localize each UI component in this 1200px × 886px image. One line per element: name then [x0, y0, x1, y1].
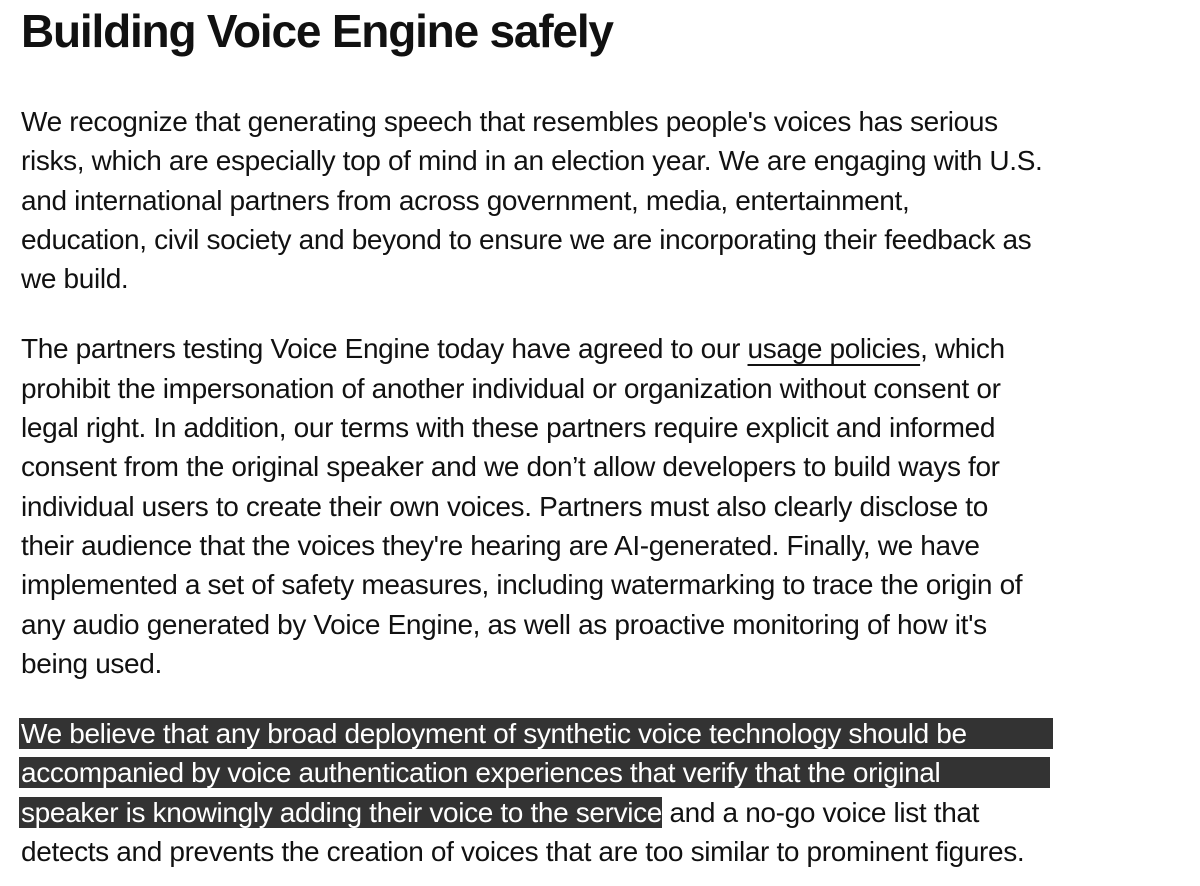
text-line: detects and prevents the creation of voices that are too similar to prominent figures.: [21, 836, 1025, 868]
text-line: being used.: [21, 647, 162, 679]
text-line: [21, 714, 1186, 753]
text-line: we build.: [21, 263, 129, 295]
paragraph-election-risks: [21, 102, 1186, 298]
text-line: prohibit the impersonation of another individual or organization without consent or: [21, 372, 1001, 404]
text-line: [21, 753, 1186, 792]
text-line: and international partners from across government, media, entertainment,: [21, 184, 910, 216]
paragraph-voice-authentication: [21, 714, 1186, 871]
selected-text-highlight[interactable]: accompanied by voice authentication experiences that verify that the original: [19, 757, 1050, 788]
selected-text-highlight[interactable]: speaker is knowingly adding their voice to the service: [21, 796, 663, 828]
text-line: their audience that the voices they're hearing are AI-generated. Finally, we have: [21, 529, 980, 561]
text-line: [21, 793, 1186, 832]
text-line: education, civil society and beyond to ensure we are incorporating their feedback as: [21, 223, 1032, 255]
text-line: legal right. In addition, our terms with these partners require explicit and informed: [21, 412, 996, 444]
text-line: risks, which are especially top of mind in an election year. We are engaging with U.S.: [21, 145, 1043, 177]
text-line: any audio generated by Voice Engine, as well as proactive monitoring of how it's: [21, 608, 987, 640]
paragraph-usage-policies: [21, 329, 1186, 683]
text-line: [21, 329, 1186, 368]
text-fragment: , which: [920, 333, 1005, 365]
text-line: individual users to create their own voices. Partners must also clearly disclose to: [21, 490, 988, 522]
text-line: implemented a set of safety measures, including watermarking to trace the origin of: [21, 569, 1023, 601]
text-line: We recognize that generating speech that resembles people's voices has serious: [21, 106, 998, 137]
section-heading: Building Voice Engine safely: [21, 5, 613, 57]
text-fragment: and a no-go voice list that: [662, 796, 980, 828]
selected-text-highlight[interactable]: We believe that any broad deployment of synthetic voice technology should be: [19, 718, 1053, 749]
usage-policies-link[interactable]: usage policies: [747, 333, 921, 365]
text-line: consent from the original speaker and we don’t allow developers to build ways for: [21, 451, 1000, 483]
article-section: [21, 0, 1186, 871]
text-fragment: The partners testing Voice Engine today have agreed to our: [21, 333, 748, 365]
